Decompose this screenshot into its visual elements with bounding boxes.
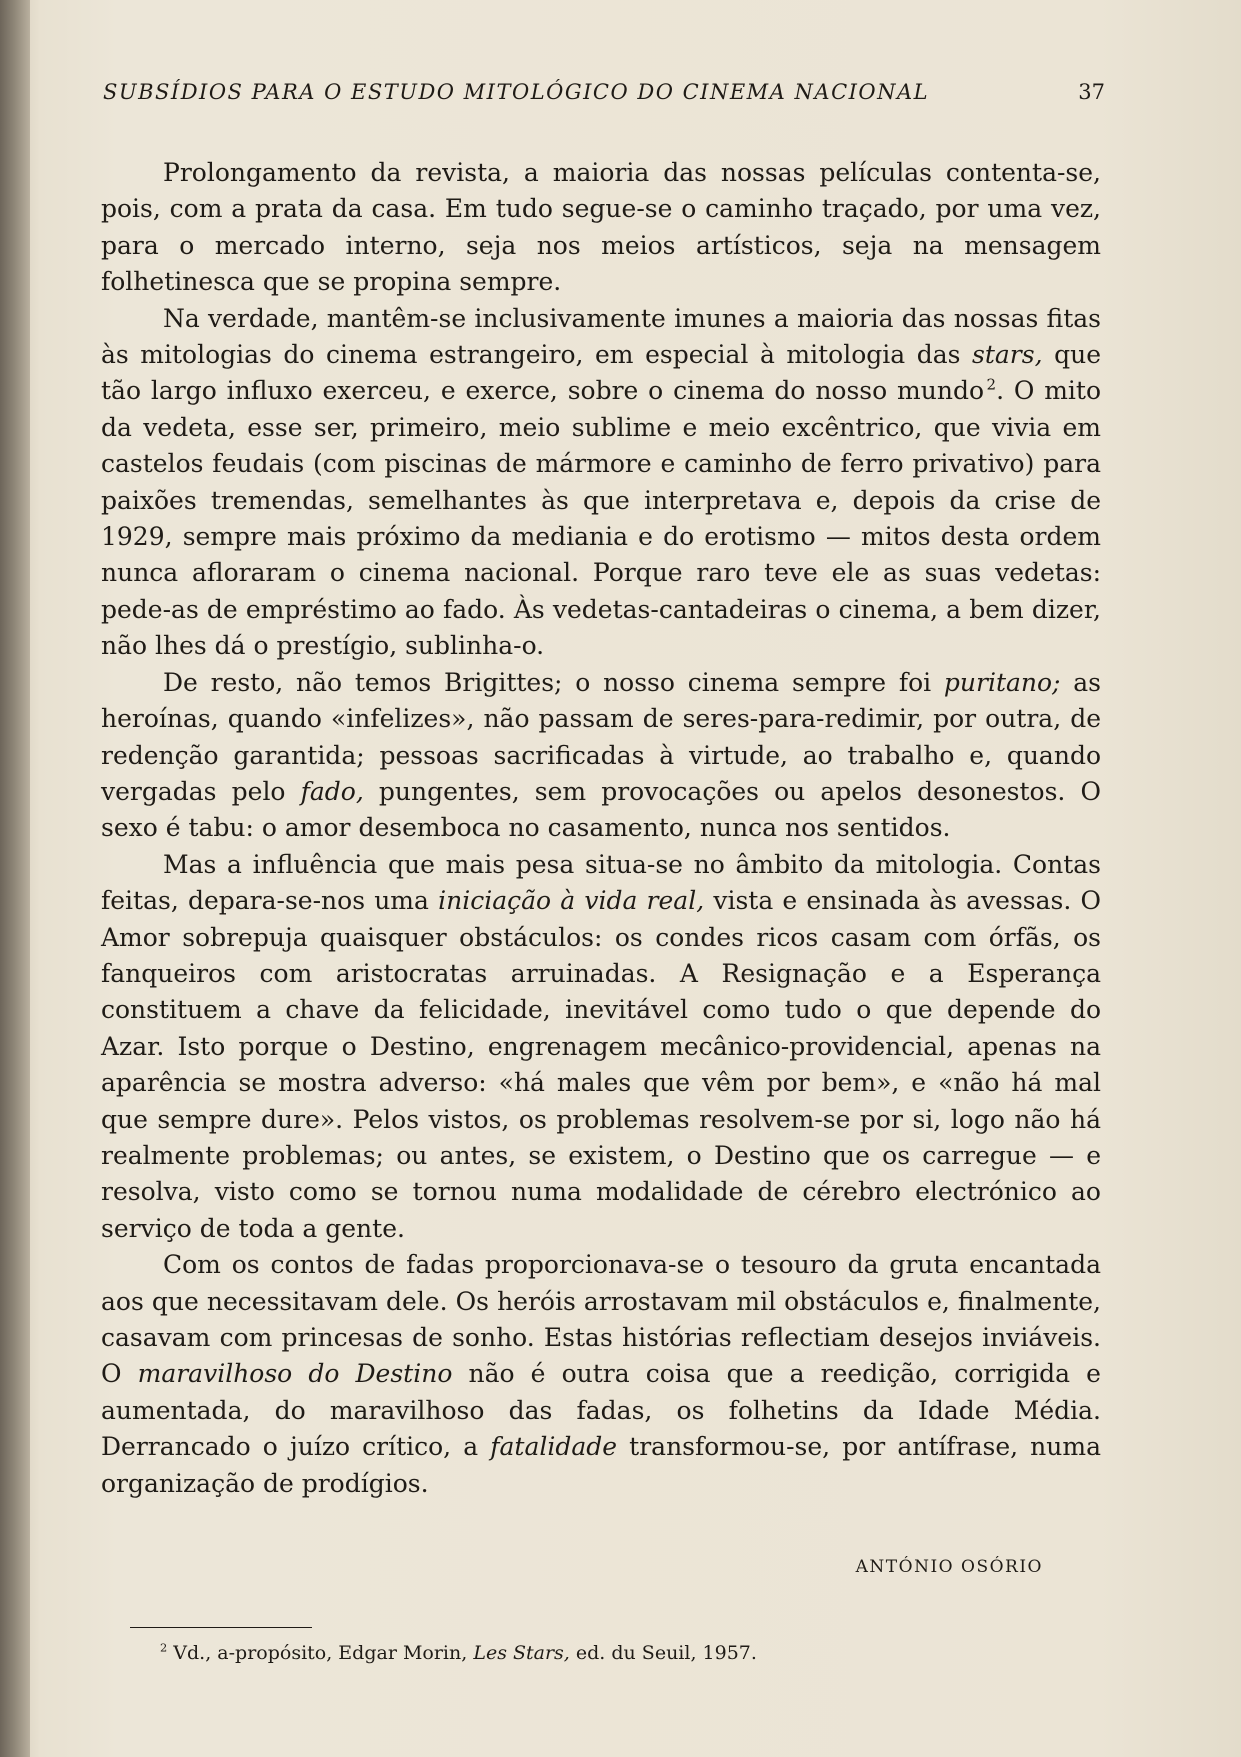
italic-stars: stars, <box>972 340 1043 370</box>
footnote: $^2$ Vd., a-propósito, Edgar Morin, Les Stars, ed. du Seuil, 1957. <box>160 1640 757 1664</box>
footnote-reference: 2 <box>986 376 997 395</box>
italic-iniciacao: iniciação à vida real, <box>438 886 705 916</box>
paragraph-3: De resto, não temos Brigittes; o nosso cinema sempre foi puritano; as heroínas, quando «infelizes», não passam de seres-para-redimir, por outra, de redenção garantida; pessoas sacrificadas à virtude, ao trabalho e, quando vergadas pelo fado, pungentes, sem provocações ou apelos desonestos. O sexo é tabu: o amor desemboca no casamento, nunca nos sentidos. <box>101 667 1101 843</box>
book-binding-edge <box>0 0 30 1757</box>
running-title: SUBSÍDIOS PARA O ESTUDO MITOLÓGICO DO CINEMA NACIONAL <box>103 80 930 104</box>
italic-puritano: puritano; <box>943 667 1061 697</box>
paragraph-1: Prolongamento da revista, a maioria das nossas películas contenta-se, pois, com a prata da casa. Em tudo segue-se o caminho traçado, por uma vez, para o mercado interno, seja nos meios artísticos, seja na mensagem folhetinesca que se propina sempre. <box>101 158 1101 297</box>
paragraph-4: Mas a influência que mais pesa situa-se no âmbito da mitologia. Contas feitas, depara-se-nos uma iniciação à vida real, vista e ensinada às avessas. O Amor sobrepuja quaisquer obstáculos: os condes ricos casam com órfãs, os fanqueiros com aristocratas arruinadas. A Resignação e a Esperança constituem a chave da felicidade, inevitável como tudo o que depende do Azar. Isto porque o Destino, engrenagem mecânico-providencial, apenas na aparência se mostra adverso: «há males que vêm por bem», e «não há mal que sempre dure». Pelos vistos, os problemas resolvem-se por si, logo não há realmente problemas; ou antes, se existem, o Destino que os carregue — e resolva, visto como se tornou numa modalidade de cérebro electrónico ao serviço de toda a gente. <box>101 849 1101 1243</box>
italic-fatalidade: fatalidade <box>490 1432 618 1462</box>
italic-fado: fado, <box>300 776 364 806</box>
footnote-title: Les Stars, <box>473 1642 570 1664</box>
author-signature: ANTÓNIO OSÓRIO <box>855 1557 1043 1577</box>
page-number: 37 <box>1078 80 1105 104</box>
italic-maravilhoso: maravilhoso do Destino <box>137 1359 453 1389</box>
article-body <box>101 155 1101 1502</box>
footnote-marker: 2 <box>160 1640 168 1655</box>
footnote-divider <box>130 1627 312 1628</box>
running-header <box>103 80 1105 104</box>
paragraph-5: Com os contos de fadas proporcionava-se o tesouro da gruta encantada aos que necessitavam dele. Os heróis arrostavam mil obstáculos e, finalmente, casavam com princesas de sonho. Estas histórias reflectiam desejos inviáveis. O maravilhoso do Destino não é outra coisa que a reedição, corrigida e aumentada, do maravilhoso das fadas, os folhetins da Idade Média. Derrancado o juízo crítico, a fatalidade transformou-se, por antífrase, numa organização de prodígios. <box>101 1250 1101 1498</box>
paragraph-2: Na verdade, mantêm-se inclusivamente imunes a maioria das nossas fitas às mitologias do cinema estrangeiro, em especial à mitologia das stars, que tão largo influxo exerceu, e exerce, sobre o cinema do nosso mundo $^2$. O mito da vedeta, esse ser, primeiro, meio sublime e meio excêntrico, que vivia em castelos feudais (com piscinas de mármore e caminho de ferro privativo) para paixões tremendas, semelhantes às que interpretava e, depois da crise de 1929, sempre mais próximo da mediania e do erotismo — mitos desta ordem nunca afloraram o cinema nacional. Porque raro teve ele as suas vedetas: pede-as de empréstimo ao fado. Às vedetas-cantadeiras o cinema, a bem dizer, não lhes dá o prestígio, sublinha-o. <box>101 303 1102 661</box>
